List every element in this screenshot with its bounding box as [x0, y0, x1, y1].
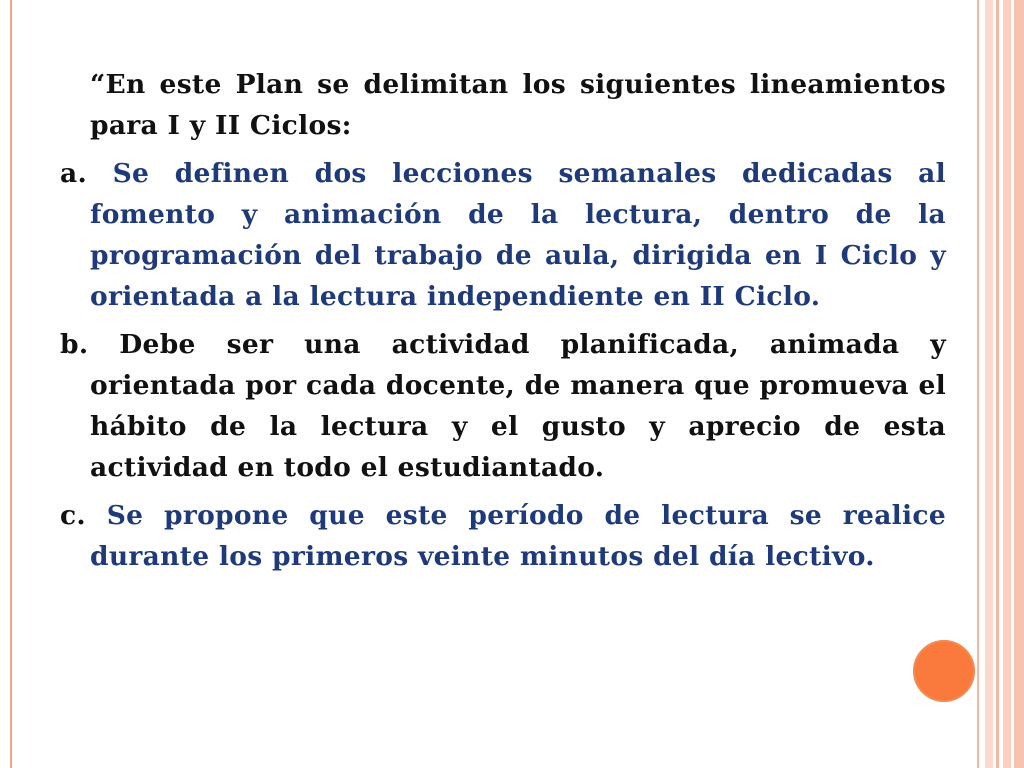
right-decor-bar [1014, 0, 1024, 768]
list-item-text: Debe ser una actividad planificada, animada y orientada por cada docente, de manera que promueva el hábito de la lectura y el gusto y aprecio de esta actividad en todo el estudiantado. [90, 329, 946, 483]
list-item-c [60, 495, 946, 577]
list-item-text: Se propone que este período de lectura se realice durante los primeros veinte minutos del día lectivo. [90, 500, 946, 572]
left-border-line [10, 0, 12, 768]
list-item-text: Se definen dos lecciones semanales dedicadas al fomento y animación de la lectura, dentro de la programación del trabajo de aula, dirigida en I Ciclo y orientada a la lectura independiente en II Ciclo. [90, 158, 946, 312]
list-item-a [60, 153, 946, 317]
list-marker: a. [60, 158, 87, 189]
right-decor-bar [996, 0, 999, 768]
list-marker: b. [60, 329, 89, 360]
right-decor-bar [985, 0, 993, 768]
right-decor-bar [977, 0, 979, 768]
decor-circle [913, 640, 975, 702]
right-decor-bar [1003, 0, 1011, 768]
list-item-b [60, 324, 946, 488]
list-marker: c. [60, 500, 86, 531]
slide-body [60, 64, 946, 584]
intro-paragraph: “En este Plan se delimitan los siguientes lineamientos para I y II Ciclos: [90, 69, 946, 141]
